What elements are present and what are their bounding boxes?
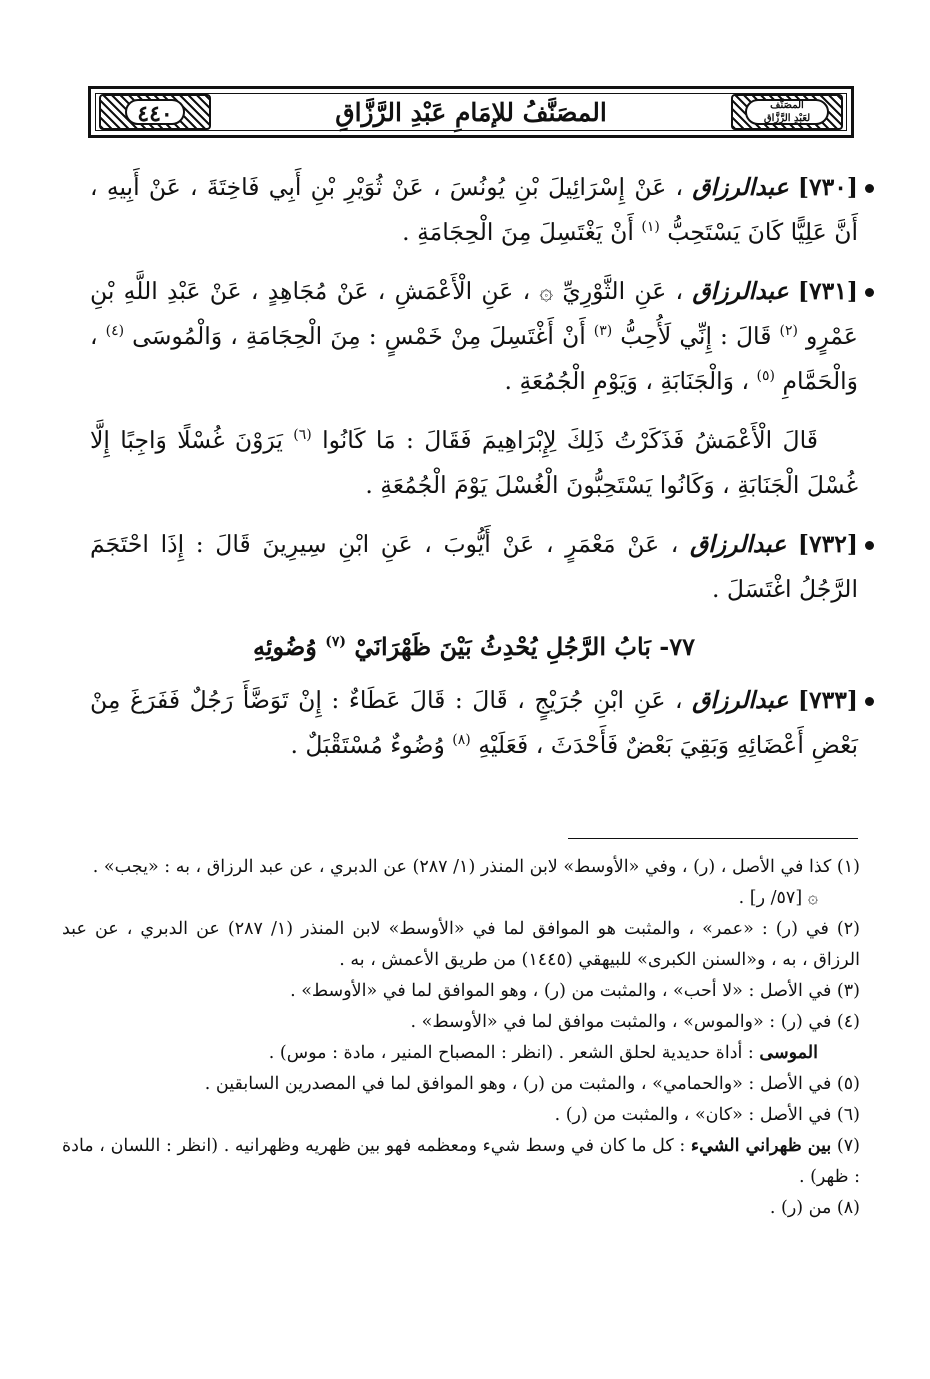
hadith-text: ، عَنْ مَعْمَرٍ ، عَنْ أَيُّوبَ ، عَنِ ابْنِ سِيرِينَ قَالَ : إِذَا احْتَجَمَ الرَّجُلُ اغْتَسَلَ . [90, 530, 858, 603]
bullet-icon [865, 288, 874, 297]
hadith-number: [٧٣٣] [797, 686, 858, 714]
hadith-text: أَنْ يَغْتَسِلَ مِنَ الْحِجَامَةِ . [402, 218, 634, 246]
footnote-6 [62, 1100, 860, 1131]
seal-line-2: لعَبْدِ الرَّزَّاق [763, 113, 811, 124]
footnote-text: (٦) في الأصل : «كان» ، والمثبت من (ر) . [554, 1105, 860, 1125]
footnotes [62, 852, 860, 1224]
page-number-ornament [99, 94, 211, 130]
hadith-731 [90, 269, 858, 404]
footnote-ref: (٢) [779, 323, 798, 340]
hadith-text: ، عَنِ ابْنِ جُرَيْجٍ ، قَالَ : قَالَ عَطَاءٌ : إِنْ تَوَضَّأَ رَجُلٌ فَفَرَغَ مِنْ بَعْضِ أَعْضَائِهِ وَبَقِيَ بَعْضٌ فَأَحْدَثَ ، فَعَلَيْهِ [90, 686, 858, 759]
hadith-text: ، وَالْجَنَابَةِ ، وَيَوْمِ الْجُمُعَةِ . [504, 367, 750, 395]
footnote-marker: (٧) [836, 1136, 860, 1156]
running-title: المصَنَّفُ للإمَامِ عَبْدِ الرَّزَّاقِ [335, 98, 607, 127]
footnote-ref: (٣) [593, 323, 613, 340]
footnote-text: ۞ [٥٧/ ر] . [738, 888, 818, 908]
footnote-ref: (٨) [452, 732, 471, 749]
hadith-732 [90, 522, 858, 612]
seal-ornament [731, 94, 843, 130]
footnote-ref: (٥) [756, 368, 775, 385]
footnote-text: : أداة حديدية لحلق الشعر . (انظر : المصباح المنير ، مادة : موس) . [268, 1043, 754, 1063]
narrator-name: عبدالرزاق [690, 530, 787, 558]
chapter-title-end: وُضُوئِهِ [252, 632, 317, 661]
hadith-text: ، عَنْ إِسْرَائِيلَ بْنِ يُونُسَ ، عَنْ ثُوَيْرِ بْنِ أَبِي فَاخِتَةَ ، عَنْ أَبِيهِ ، أَنَّ عَلِيًّا كَانَ يَسْتَحِبُّ [90, 173, 858, 246]
footnote-text: (٣) في الأصل : «لا أحب» ، والمثبت من (ر) ، وهو الموافق لما في «الأوسط» . [290, 981, 860, 1001]
chapter-heading [90, 626, 858, 668]
footnote-text: (٤) في (ر) : «والموس» ، والمثبت موافق لما في «الأوسط» . [410, 1012, 860, 1032]
commentary-text: يَرَوْنَ غُسْلًا وَاجِبًا إِلَّا غُسْلَ الْجَنَابَةِ ، وَكَانُوا يَسْتَحِبُّونَ الْغُسْلَ يَوْمَ الْجُمُعَةِ . [90, 426, 858, 499]
footnote-text: (٢) في (ر) : «عمر» ، والمثبت هو الموافق لما في «الأوسط» لابن المنذر (١/ ٢٨٧) عن الدبري ، عن عبد الرزاق ، به ، و«السنن الكبرى» للبيهقي (١٤٤٥) من طريق الأعمش ، به . [62, 919, 860, 970]
bullet-icon [865, 541, 874, 550]
hadith-733 [90, 678, 858, 768]
book-seal [745, 99, 829, 125]
commentary-paragraph [90, 418, 858, 508]
footnote-ref: (٧) [325, 634, 347, 650]
narrator-name: عبدالرزاق [692, 686, 789, 714]
hadith-text: وُضُوءٌ مُسْتَقْبَلٌ . [290, 731, 445, 759]
footnote-text: (٨) من (ر) . [769, 1198, 860, 1218]
bullet-icon [865, 184, 874, 193]
bullet-icon [865, 697, 874, 706]
hadith-730 [90, 165, 858, 255]
page-header [88, 86, 854, 138]
main-text [90, 165, 858, 782]
hadith-text: أَنْ أَغْتَسِلَ مِنْ خَمْسٍ : مِنَ الْحِجَامَةِ ، وَالْمُوسَى [132, 322, 586, 350]
footnote-4 [62, 1007, 860, 1038]
page-number: ٤٤٠ [125, 99, 185, 125]
hadith-text: ، وَالْحَمَّامِ [90, 322, 858, 395]
footnote-1 [62, 852, 860, 914]
seal-line-1: المصَنَّف [770, 100, 804, 111]
footnote-text: (١) كذا في الأصل ، (ر) ، وفي «الأوسط» لابن المنذر (١/ ٢٨٧) عن الدبري ، عن عبد الرزاق ، به : «يجب» . [92, 857, 860, 877]
footnote-text: : كل ما كان في وسط شيء ومعظمه فهو بين ظهريه وظهرانيه . (انظر : اللسان ، مادة : ظهر) . [62, 1136, 860, 1187]
narrator-name: عبدالرزاق [692, 277, 789, 305]
footnote-4-gloss [62, 1038, 860, 1069]
footnote-2 [62, 914, 860, 976]
footnote-3 [62, 976, 860, 1007]
footnote-ref: (٤) [105, 323, 125, 340]
footnote-ref: (١) [641, 219, 660, 236]
commentary-text: قَالَ الْأَعْمَشُ فَذَكَرْتُ ذَلِكَ لِإِبْرَاهِيمَ فَقَالَ : مَا كَانُوا [322, 426, 818, 454]
chapter-title: ٧٧- بَابُ الرَّجُلِ يُحْدِثُ بَيْنَ ظَهْرَانَيْ [354, 632, 696, 661]
footnote-5 [62, 1069, 860, 1100]
glossary-term: بين ظهراني الشيء [690, 1136, 832, 1156]
footnote-8 [62, 1193, 860, 1224]
glossary-term: الموسى [759, 1043, 818, 1063]
footnote-7 [62, 1131, 860, 1193]
footnote-divider [568, 838, 858, 839]
hadith-number: [٧٣١] [797, 277, 858, 305]
hadith-text: قَالَ : إِنِّي لَأُحِبُّ [620, 322, 772, 350]
hadith-number: [٧٣٢] [797, 530, 858, 558]
footnote-ref: (٦) [293, 427, 312, 444]
hadith-text: ، عَنِ الثَّوْرِيِّ ۞ ، عَنِ الْأَعْمَشِ ، عَنْ مُجَاهِدٍ ، عَنْ عَبْدِ اللَّهِ بْنِ عَمْرٍو [90, 277, 858, 350]
hadith-number: [٧٣٠] [797, 173, 858, 201]
narrator-name: عبدالرزاق [692, 173, 789, 201]
footnote-text: (٥) في الأصل : «والحمامي» ، والمثبت من (ر) ، وهو الموافق لما في المصدرين السابقين . [204, 1074, 860, 1094]
